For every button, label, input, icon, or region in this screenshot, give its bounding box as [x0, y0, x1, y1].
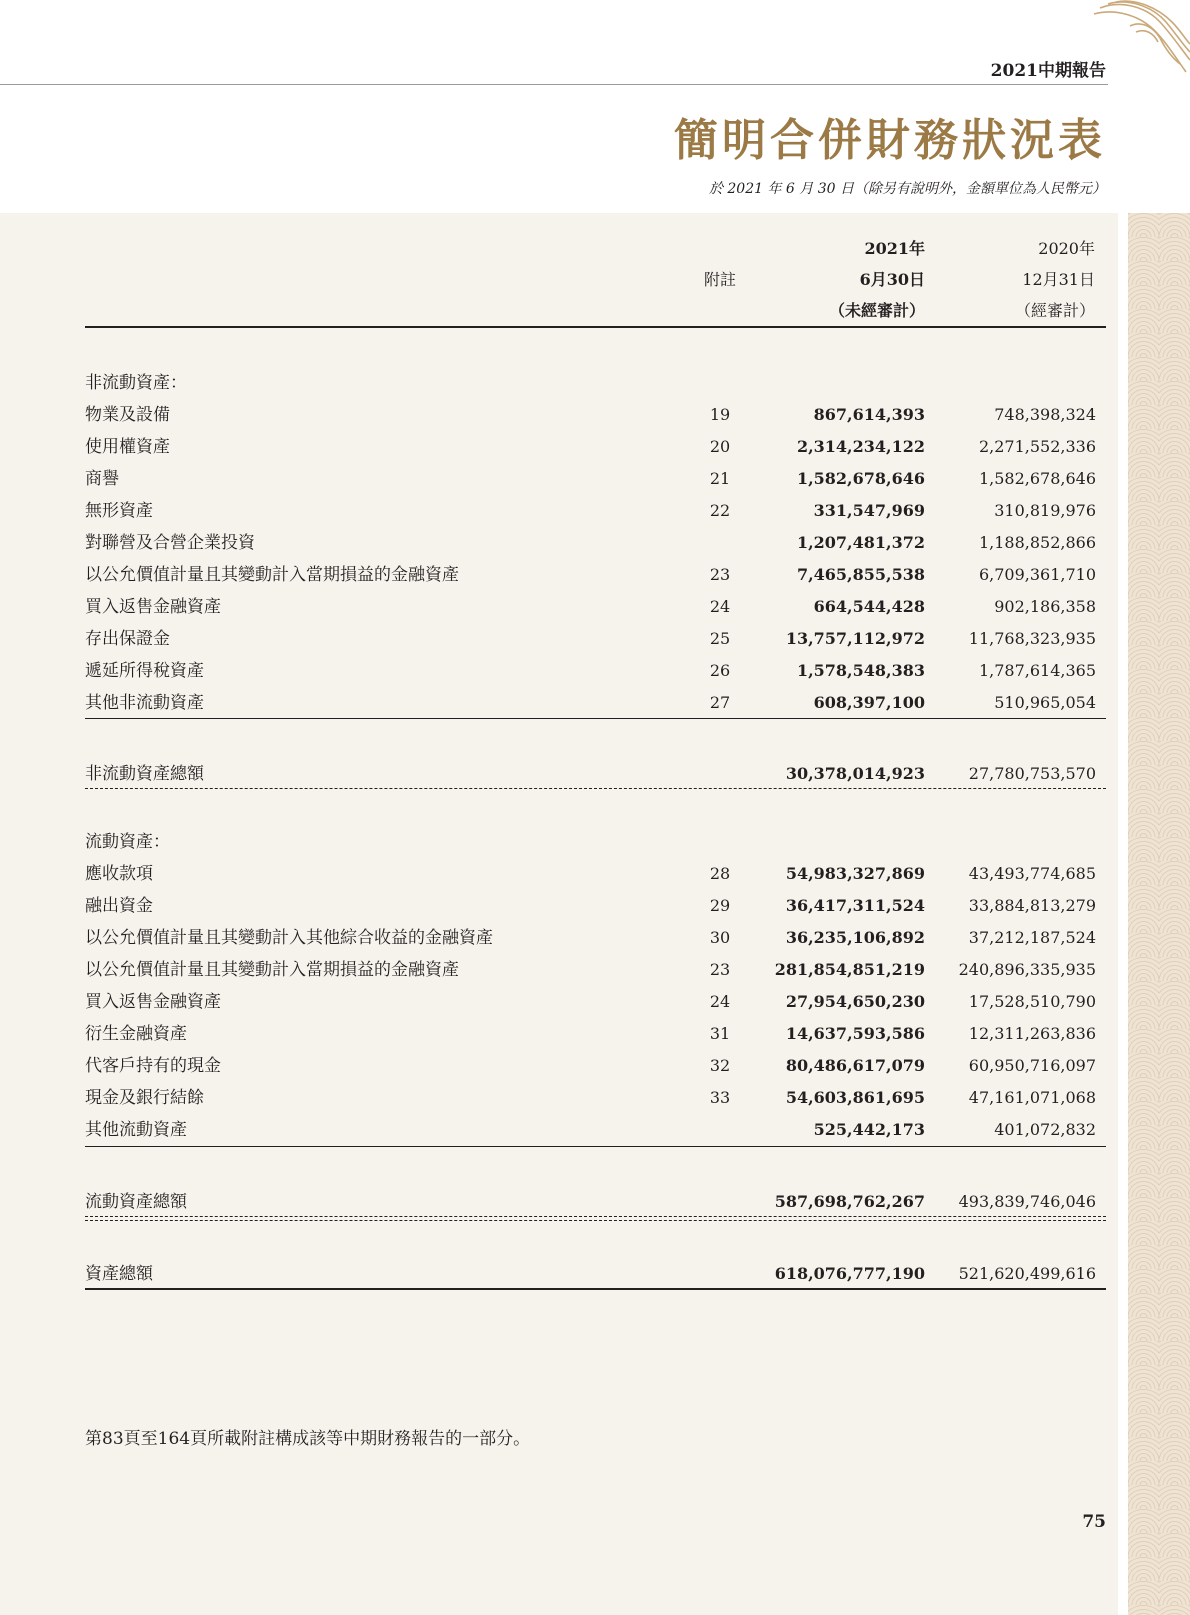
row-label: 以公允價值計量且其變動計入當期損益的金融資產 [85, 565, 459, 585]
footnote: 第83頁至164頁所載附註構成該等中期財務報告的一部分。 [85, 1429, 531, 1449]
row-current-value: 14,637,593,586 [785, 1024, 925, 1043]
row-label: 代客戶持有的現金 [85, 1056, 221, 1076]
row-previous-value: 27,780,753,570 [968, 764, 1096, 783]
table-row [85, 954, 1106, 986]
row-current-value: 27,954,650,230 [785, 992, 925, 1011]
row-previous-value: 1,188,852,866 [978, 533, 1096, 552]
header-table-rule [85, 326, 1106, 328]
row-current-value: 54,603,861,695 [785, 1088, 925, 1107]
total-assets-row [85, 1258, 1106, 1290]
table-row [85, 623, 1106, 655]
row-current-value: 525,442,173 [813, 1120, 925, 1139]
section-heading-current [85, 826, 1106, 858]
row-label: 流動資產總額 [85, 1192, 187, 1212]
report-label: 2021中期報告 [990, 61, 1106, 81]
row-previous-value: 47,161,071,068 [968, 1088, 1096, 1107]
row-note: 24 [709, 992, 731, 1011]
row-label: 資產總額 [85, 1264, 153, 1284]
double-dashed-rule-top [85, 1216, 1106, 1217]
row-label: 買入返售金融資產 [85, 597, 221, 617]
previous-year: 2020年 [1038, 239, 1095, 258]
row-note: 22 [709, 501, 731, 520]
header-rule [0, 84, 1108, 85]
column-header-note: 附註 [703, 270, 736, 289]
row-current-value: 36,417,311,524 [785, 896, 925, 915]
row-current-value: 587,698,762,267 [774, 1192, 925, 1211]
previous-audit-status: （經審計） [1014, 301, 1095, 320]
row-previous-value: 401,072,832 [994, 1120, 1096, 1139]
row-label: 對聯營及合營企業投資 [85, 533, 255, 553]
column-header-previous [940, 233, 1095, 326]
row-current-value: 54,983,327,869 [785, 864, 925, 883]
total-rule [85, 1288, 1106, 1290]
row-label: 存出保證金 [85, 629, 170, 649]
table-row [85, 559, 1106, 591]
table-row [85, 1050, 1106, 1082]
row-previous-value: 1,787,614,365 [978, 661, 1096, 680]
page-subtitle: 於 2021 年 6 月 30 日（除另有說明外，金額單位為人民幣元） [708, 181, 1106, 197]
table-row [85, 1114, 1106, 1146]
subtotal-rule [85, 1146, 1106, 1147]
row-current-value: 608,397,100 [813, 693, 925, 712]
row-previous-value: 1,582,678,646 [978, 469, 1096, 488]
row-previous-value: 2,271,552,336 [978, 437, 1096, 456]
row-current-value: 331,547,969 [813, 501, 925, 520]
table-row [85, 431, 1106, 463]
current-year: 2021年 [864, 239, 925, 258]
row-current-value: 281,854,851,219 [774, 960, 925, 979]
current-total-row [85, 1186, 1106, 1218]
row-previous-value: 510,965,054 [994, 693, 1096, 712]
row-current-value: 13,757,112,972 [785, 629, 925, 648]
row-label: 衍生金融資產 [85, 1024, 187, 1044]
table-row [85, 463, 1106, 495]
row-previous-value: 6,709,361,710 [978, 565, 1096, 584]
previous-date: 12月31日 [1022, 270, 1095, 289]
section-heading-label: 流動資產： [85, 832, 170, 852]
row-note: 24 [709, 597, 731, 616]
row-previous-value: 493,839,746,046 [958, 1192, 1096, 1211]
page-title: 簡明合併財務狀況表 [674, 115, 1106, 166]
row-note: 31 [709, 1024, 731, 1043]
row-current-value: 36,235,106,892 [785, 928, 925, 947]
subtotal-rule [85, 718, 1106, 719]
table-row [85, 986, 1106, 1018]
table-row [85, 655, 1106, 687]
row-previous-value: 43,493,774,685 [968, 864, 1096, 883]
table-row [85, 687, 1106, 719]
row-current-value: 30,378,014,923 [785, 764, 925, 783]
row-previous-value: 521,620,499,616 [958, 1264, 1096, 1283]
row-label: 以公允價值計量且其變動計入其他綜合收益的金融資產 [85, 928, 493, 948]
row-label: 融出資金 [85, 896, 153, 916]
row-label: 物業及設備 [85, 405, 170, 425]
row-note: 30 [709, 928, 731, 947]
row-note: 23 [709, 960, 731, 979]
row-previous-value: 17,528,510,790 [968, 992, 1096, 1011]
row-label: 其他流動資產 [85, 1120, 187, 1140]
row-current-value: 1,207,481,372 [796, 533, 925, 552]
row-previous-value: 902,186,358 [994, 597, 1096, 616]
row-previous-value: 37,212,187,524 [968, 928, 1096, 947]
table-row [85, 399, 1106, 431]
row-note: 32 [709, 1056, 731, 1075]
table-row [85, 1082, 1106, 1114]
row-label: 遞延所得稅資產 [85, 661, 204, 681]
row-current-value: 2,314,234,122 [796, 437, 925, 456]
table-row [85, 858, 1106, 890]
row-previous-value: 748,398,324 [994, 405, 1096, 424]
row-note: 20 [709, 437, 731, 456]
row-note: 25 [709, 629, 731, 648]
table-row [85, 591, 1106, 623]
table-row [85, 1018, 1106, 1050]
row-note: 23 [709, 565, 731, 584]
row-note: 26 [709, 661, 731, 680]
double-dashed-rule-bottom [85, 1220, 1106, 1221]
column-header-current [760, 233, 925, 326]
row-current-value: 867,614,393 [813, 405, 925, 424]
row-previous-value: 12,311,263,836 [968, 1024, 1096, 1043]
row-current-value: 80,486,617,079 [785, 1056, 925, 1075]
subtotal-dashed-rule [85, 788, 1106, 789]
non-current-total-row [85, 758, 1106, 790]
row-label: 以公允價值計量且其變動計入當期損益的金融資產 [85, 960, 459, 980]
current-audit-status: （未經審計） [828, 301, 925, 320]
row-label: 使用權資產 [85, 437, 170, 457]
row-previous-value: 11,768,323,935 [968, 629, 1096, 648]
row-previous-value: 310,819,976 [994, 501, 1096, 520]
current-date: 6月30日 [859, 270, 925, 289]
table-row [85, 527, 1106, 559]
decorative-side-pattern [1128, 213, 1190, 1615]
row-label: 現金及銀行結餘 [85, 1088, 204, 1108]
row-note: 28 [709, 864, 731, 883]
row-current-value: 7,465,855,538 [796, 565, 925, 584]
row-label: 無形資產 [85, 501, 153, 521]
row-label: 其他非流動資產 [85, 693, 204, 713]
row-current-value: 1,578,548,383 [796, 661, 925, 680]
row-label: 應收款項 [85, 864, 153, 884]
row-note: 21 [709, 469, 731, 488]
row-note: 27 [709, 693, 731, 712]
row-note: 33 [709, 1088, 731, 1107]
row-current-value: 1,582,678,646 [796, 469, 925, 488]
row-label: 商譽 [85, 469, 119, 489]
row-label: 買入返售金融資產 [85, 992, 221, 1012]
row-note: 19 [709, 405, 731, 424]
row-current-value: 664,544,428 [813, 597, 925, 616]
row-note: 29 [709, 896, 731, 915]
row-previous-value: 240,896,335,935 [958, 960, 1096, 979]
table-row [85, 890, 1106, 922]
section-heading-non-current [85, 367, 1106, 399]
row-current-value: 618,076,777,190 [774, 1264, 925, 1283]
row-label: 非流動資產總額 [85, 764, 204, 784]
row-previous-value: 33,884,813,279 [968, 896, 1096, 915]
page-number: 75 [1082, 1512, 1106, 1532]
row-previous-value: 60,950,716,097 [968, 1056, 1096, 1075]
section-heading-label: 非流動資產： [85, 373, 187, 393]
table-row [85, 922, 1106, 954]
table-row [85, 495, 1106, 527]
